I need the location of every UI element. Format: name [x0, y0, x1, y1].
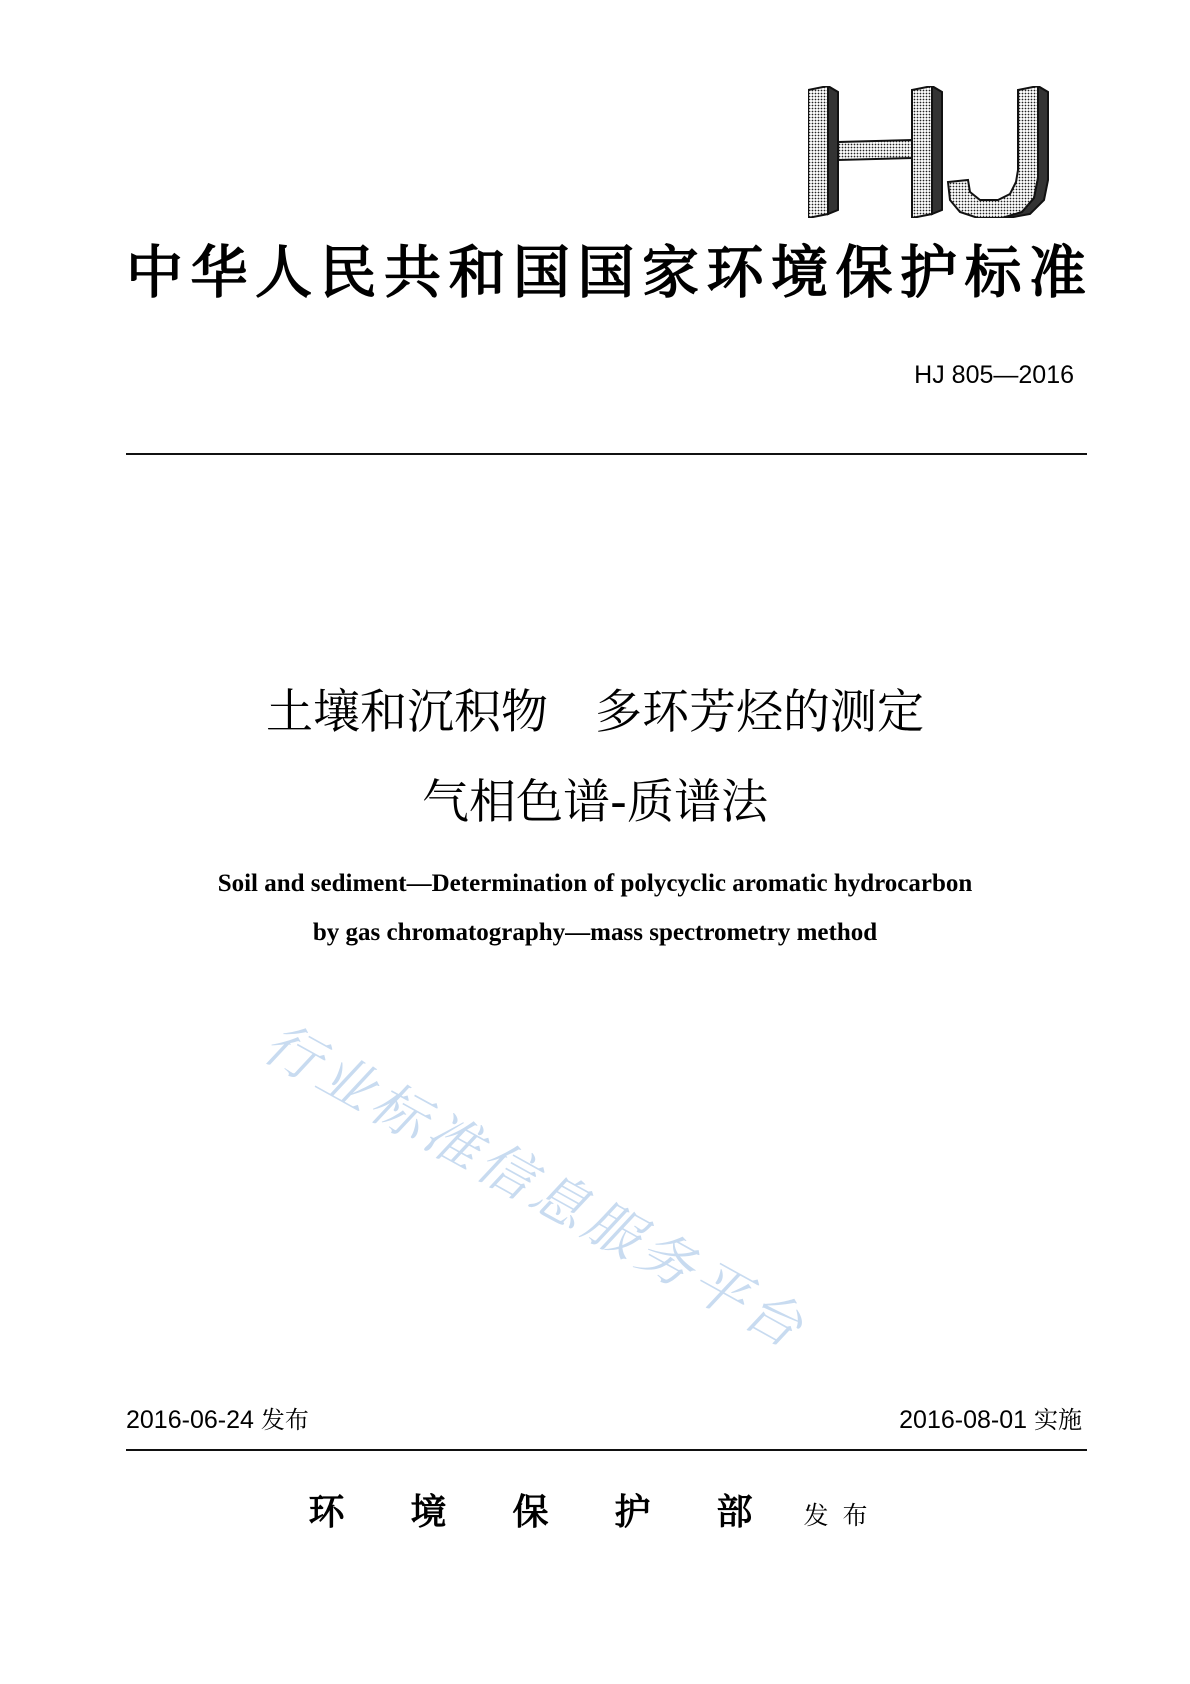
- title-en-line2: by gas chromatography—mass spectrometry method: [312, 919, 878, 946]
- issue-date-label: 发布: [260, 1406, 309, 1434]
- issuer: [0, 1484, 1190, 1535]
- hj-logo: [808, 86, 1056, 218]
- implement-date-label: 实施: [1034, 1406, 1082, 1434]
- watermark: 行业标准信息服务平台: [253, 1010, 818, 1363]
- issuer-label: 发布: [803, 1501, 882, 1530]
- issue-date-value: 2016-06-24: [126, 1406, 254, 1434]
- issuer-org: 环境保护部: [308, 1491, 819, 1533]
- header-divider: [126, 453, 1087, 455]
- implement-date-value: 2016-08-01: [899, 1406, 1028, 1434]
- title-cn-line1: 土壤和沉积物 多环芳烃的测定: [266, 685, 924, 740]
- standard-category-title: 中华人民共和国国家环境保护标准: [126, 239, 1086, 306]
- standard-code: HJ 805—2016: [914, 361, 1074, 389]
- footer-divider: [126, 1449, 1087, 1451]
- implement-date: [899, 1404, 1082, 1436]
- title-en-line1: Soil and sediment—Determination of polycyclic aromatic hydrocarbon: [217, 870, 973, 897]
- issue-date: [126, 1404, 309, 1436]
- title-cn-line2: 气相色谱-质谱法: [422, 775, 768, 830]
